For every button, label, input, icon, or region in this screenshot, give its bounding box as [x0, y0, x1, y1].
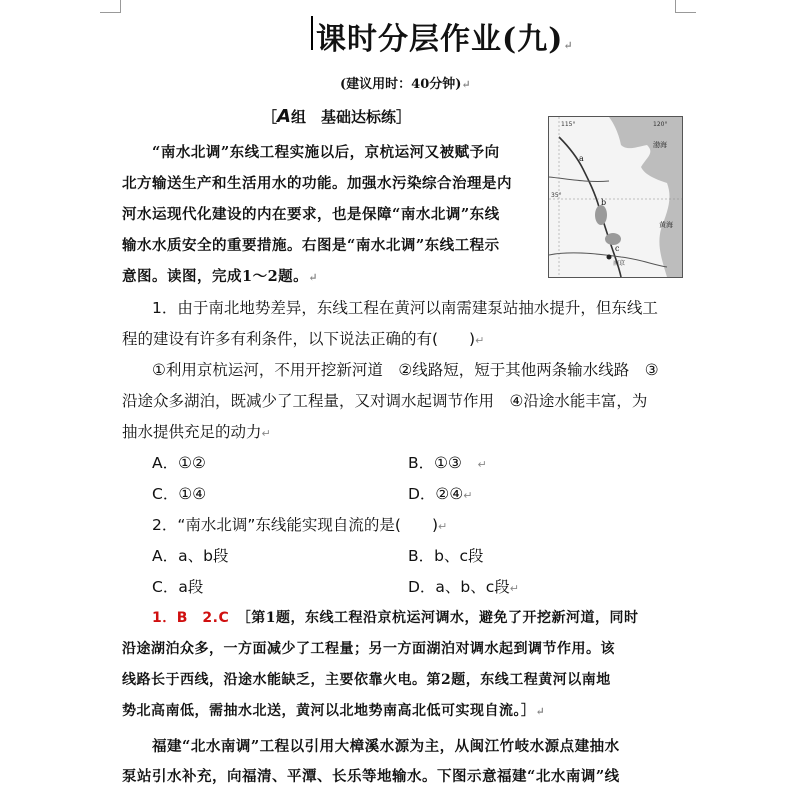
paragraph-mark: ↵ — [535, 705, 546, 718]
q2-option-d-text: D．a、b、c段 — [408, 578, 510, 596]
q1-statement-line[interactable] — [122, 420, 271, 442]
map-label-yellow-sea: 黄海 — [659, 221, 673, 229]
next-passage-line[interactable]: 泵站引水补充，向福清、平潭、长乐等地输水。下图示意福建“北水南调”线 — [122, 768, 620, 785]
q1-option-d[interactable] — [408, 482, 472, 504]
q2-option-b[interactable]: B．b、c段 — [408, 547, 484, 565]
paragraph-mark: ↵ — [308, 271, 318, 284]
paragraph-mark: ↵ — [509, 582, 520, 595]
map-label-b: b — [601, 198, 607, 207]
map-label-a: a — [579, 154, 584, 163]
bracket-open: ［ — [262, 108, 278, 126]
paragraph-mark: ↵ — [461, 78, 471, 91]
paragraph-mark: ↵ — [477, 458, 487, 471]
answer-key: 1．B 2.C — [152, 610, 230, 626]
passage-line[interactable]: 输水水质安全的重要措施。右图是“南水北调”东线工程示 — [122, 237, 500, 254]
east-route-map — [548, 116, 683, 278]
crop-mark-top-left — [100, 0, 121, 13]
bracket-close: ］ — [395, 108, 411, 126]
map-label-bohai: 渤海 — [653, 141, 667, 149]
q2-option-a[interactable]: A．a、b段 — [152, 547, 229, 565]
map-label-city: 南京 — [613, 260, 626, 267]
map-drawing — [549, 117, 682, 277]
answer-text: 势北高南低，需抽水北送，黄河以北地势南高北低可实现自流。］ — [122, 703, 536, 719]
paragraph-mark: ↵ — [261, 427, 271, 440]
q1-option-a[interactable]: A．①② — [152, 454, 206, 472]
paragraph-mark: ↵ — [563, 39, 574, 52]
page-title[interactable] — [316, 14, 574, 58]
passage-line[interactable]: 河水运现代化建设的内在要求，也是保障“南水北调”东线 — [122, 206, 500, 223]
q1-option-b[interactable] — [408, 451, 487, 473]
answer-line[interactable] — [122, 700, 545, 720]
group-letter: A — [277, 106, 291, 127]
q1-statement-text: 抽水提供充足的动力 — [122, 423, 262, 441]
map-label-c: c — [615, 244, 620, 253]
passage-line[interactable] — [122, 265, 318, 286]
q1-option-b-text: B．①③ — [408, 454, 462, 472]
text-cursor — [311, 16, 313, 50]
passage-line[interactable]: “南水北调”东线工程实施以后，京杭运河又被赋予向 — [152, 144, 500, 161]
crop-mark-top-right — [675, 0, 696, 13]
q2-stem[interactable] — [152, 513, 447, 535]
next-passage-line[interactable]: 福建“北水南调”工程以引用大樟溪水源为主，从闽江竹岐水源点建抽水 — [152, 738, 620, 755]
q1-statement-line[interactable]: ①利用京杭运河，不用开挖新河道 ②线路短，短于其他两条输水线路 ③ — [152, 361, 659, 379]
time-note-text: (建议用时：40分钟) — [340, 77, 462, 92]
title-text: 课时分层作业(九) — [316, 22, 564, 57]
q1-statement-line[interactable]: 沿途众多湖泊，既减少了工程量，又对调水起调节作用 ④沿途水能丰富，为 — [122, 392, 648, 410]
paragraph-mark: ↵ — [475, 334, 485, 347]
answer-line[interactable]: 线路长于西线，沿途水能缺乏，主要依靠火电。第2题，东线工程黄河以南地 — [122, 672, 611, 688]
group-label: 组 基础达标练 — [290, 108, 396, 126]
passage-line[interactable]: 北方输送生产和生活用水的功能。加强水污染综合治理是内 — [122, 175, 512, 192]
map-label-lon1: 115° — [561, 121, 576, 128]
q1-stem-line[interactable]: 1．由于南北地势差异，东线工程在黄河以南需建泵站抽水提升，但东线工 — [152, 299, 658, 317]
passage-text: 意图。读图，完成1～2题。 — [122, 268, 309, 285]
q1-option-c[interactable]: C．①④ — [152, 485, 207, 503]
paragraph-mark: ↵ — [438, 520, 448, 533]
q2-option-d[interactable] — [408, 575, 519, 597]
answer-text: ［第1题，东线工程沿京杭运河调水，避免了开挖新河道，同时 — [243, 610, 639, 626]
q1-stem-line[interactable] — [122, 327, 484, 349]
group-header[interactable] — [262, 106, 411, 127]
time-note[interactable] — [340, 73, 471, 92]
q2-stem-text: 2．“南水北调”东线能实现自流的是( ) — [152, 516, 439, 534]
paragraph-mark: ↵ — [463, 489, 473, 502]
answer-line-1[interactable] — [152, 607, 639, 627]
answer-line[interactable]: 沿途湖泊众多，一方面减少了工程量；另一方面湖泊对调水起到调节作用。该 — [122, 641, 615, 657]
q2-option-c[interactable]: C．a段 — [152, 578, 204, 596]
q1-stem-text: 程的建设有许多有利条件，以下说法正确的有( ) — [122, 330, 476, 348]
q1-option-d-text: D．②④ — [408, 485, 464, 503]
map-label-lon2: 120° — [653, 121, 668, 128]
map-label-lat: 35° — [551, 192, 562, 199]
